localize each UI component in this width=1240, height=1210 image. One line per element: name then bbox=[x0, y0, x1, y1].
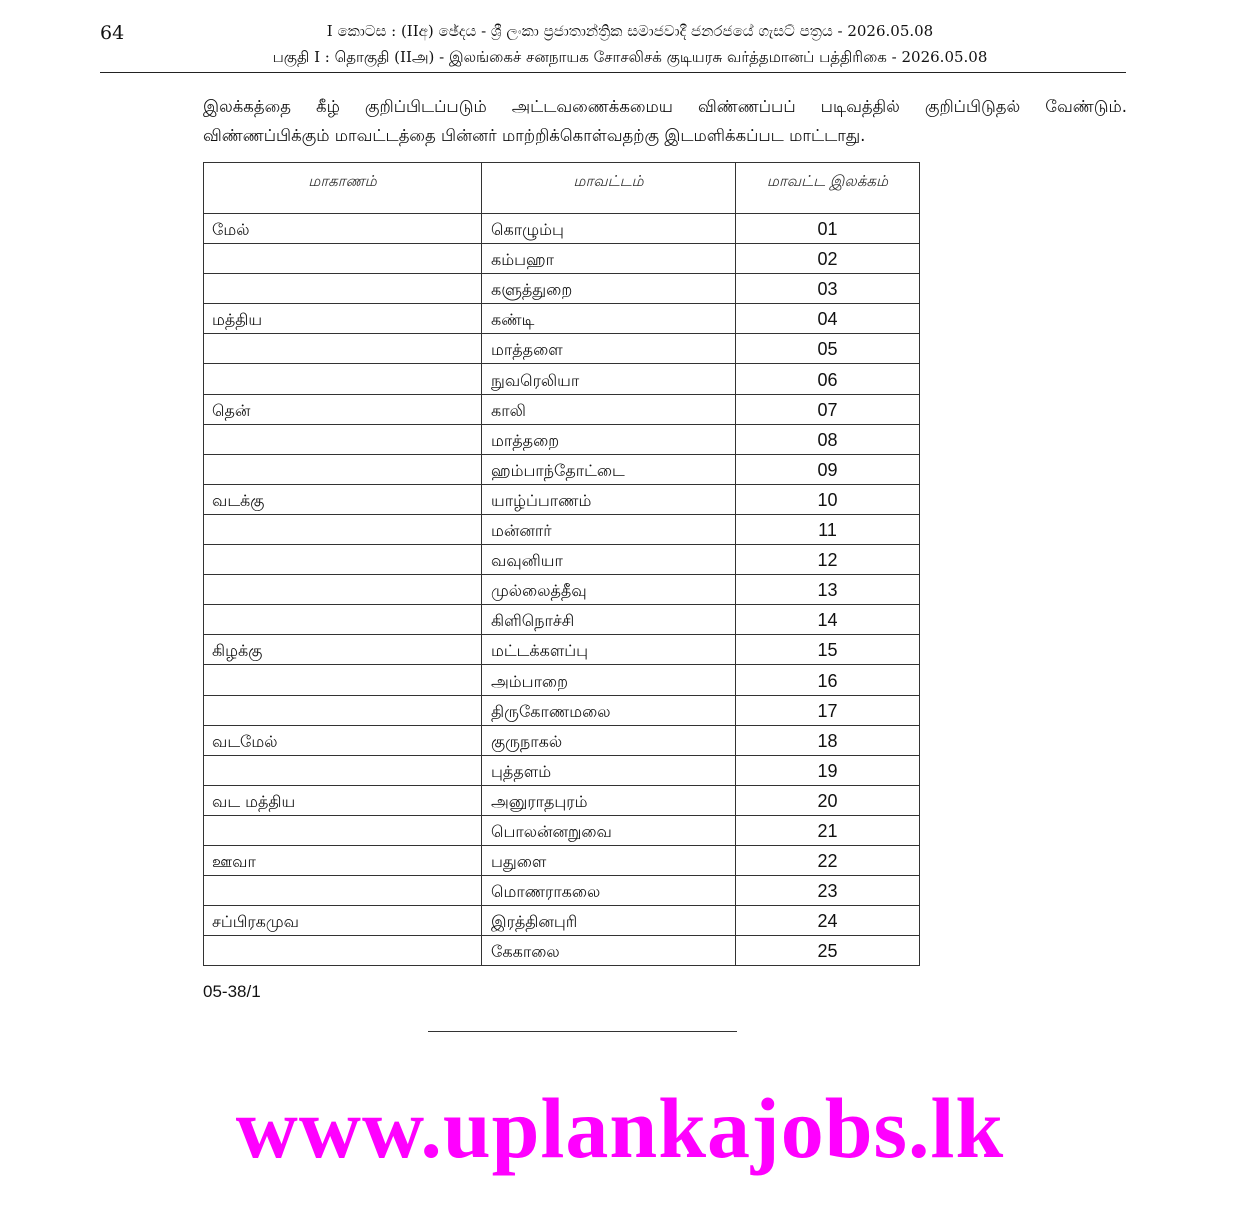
table-row bbox=[204, 725, 920, 755]
table-row bbox=[204, 364, 920, 394]
district-cell: அனுராதபுரம் bbox=[482, 785, 736, 815]
district-number-cell: 07 bbox=[736, 394, 920, 424]
district-cell: அம்பாறை bbox=[482, 665, 736, 695]
table-row bbox=[204, 575, 920, 605]
district-number-cell: 23 bbox=[736, 876, 920, 906]
province-cell: மத்திய bbox=[204, 304, 482, 334]
table-row bbox=[204, 755, 920, 785]
table-row bbox=[204, 545, 920, 575]
table-row bbox=[204, 845, 920, 875]
district-number-cell: 06 bbox=[736, 364, 920, 394]
district-cell: மொணராகலை bbox=[482, 876, 736, 906]
province-cell: வடமேல் bbox=[204, 725, 482, 755]
province-cell bbox=[204, 545, 482, 575]
district-cell: இரத்தினபுரி bbox=[482, 906, 736, 936]
gazette-header-sinhala: I කොටස : (IIඅ) ඡේදය - ශ්‍රී ලංකා ප්‍රජාතාන්ත්‍රික සමාජවාදී ජනරජයේ ගැසට් පත්‍රය - 2026.05.08 bbox=[326, 22, 934, 40]
table-row bbox=[204, 244, 920, 274]
district-cell: குருநாகல் bbox=[482, 725, 736, 755]
province-cell: வட மத்திய bbox=[204, 785, 482, 815]
table-body bbox=[204, 214, 920, 966]
district-cell: வவுனியா bbox=[482, 545, 736, 575]
district-number-cell: 05 bbox=[736, 334, 920, 364]
province-cell bbox=[204, 575, 482, 605]
table-row bbox=[204, 695, 920, 725]
province-cell bbox=[204, 876, 482, 906]
province-cell bbox=[204, 424, 482, 454]
province-cell bbox=[204, 244, 482, 274]
table-row bbox=[204, 214, 920, 244]
district-number-cell: 12 bbox=[736, 545, 920, 575]
header-province: மாகாணம் bbox=[204, 163, 482, 214]
province-cell: மேல் bbox=[204, 214, 482, 244]
district-number-cell: 24 bbox=[736, 906, 920, 936]
province-cell bbox=[204, 334, 482, 364]
district-number-cell: 17 bbox=[736, 695, 920, 725]
district-cell: பதுளை bbox=[482, 845, 736, 875]
district-cell: கிளிநொச்சி bbox=[482, 605, 736, 635]
header-district: மாவட்டம் bbox=[482, 163, 736, 214]
district-cell: காலி bbox=[482, 394, 736, 424]
district-number-cell: 22 bbox=[736, 845, 920, 875]
province-cell: தென் bbox=[204, 394, 482, 424]
district-cell: மன்னார் bbox=[482, 514, 736, 544]
page-number: 64 bbox=[100, 22, 125, 44]
table-row bbox=[204, 454, 920, 484]
intro-paragraph bbox=[203, 92, 1127, 150]
province-cell bbox=[204, 695, 482, 725]
table-row bbox=[204, 605, 920, 635]
table-row bbox=[204, 635, 920, 665]
district-cell: மாத்தறை bbox=[482, 424, 736, 454]
table-row bbox=[204, 815, 920, 845]
table-row bbox=[204, 876, 920, 906]
district-number-cell: 08 bbox=[736, 424, 920, 454]
district-number-cell: 16 bbox=[736, 665, 920, 695]
intro-line-1: இலக்கத்தை கீழ் குறிப்பிடப்படும் அட்டவணைக்கமைய விண்ணப்பப் படிவத்தில் குறிப்பிடுதல் வேண்டும். bbox=[203, 97, 1127, 116]
table-row bbox=[204, 514, 920, 544]
district-number-cell: 20 bbox=[736, 785, 920, 815]
header-divider bbox=[100, 72, 1126, 73]
province-cell: சப்பிரகமுவ bbox=[204, 906, 482, 936]
district-cell: திருகோணமலை bbox=[482, 695, 736, 725]
district-number-cell: 21 bbox=[736, 815, 920, 845]
table-row bbox=[204, 304, 920, 334]
header-district-number: மாவட்ட இலக்கம் bbox=[736, 163, 920, 214]
table-row bbox=[204, 785, 920, 815]
watermark-url: www.uplankajobs.lk bbox=[235, 1080, 1005, 1176]
district-cell: கம்பஹா bbox=[482, 244, 736, 274]
district-number-cell: 15 bbox=[736, 635, 920, 665]
district-cell: கண்டி bbox=[482, 304, 736, 334]
district-cell: புத்தளம் bbox=[482, 755, 736, 785]
table-row bbox=[204, 484, 920, 514]
district-number-cell: 19 bbox=[736, 755, 920, 785]
district-number-cell: 14 bbox=[736, 605, 920, 635]
district-cell: களுத்துறை bbox=[482, 274, 736, 304]
district-cell: கொழும்பு bbox=[482, 214, 736, 244]
district-number-cell: 11 bbox=[736, 514, 920, 544]
district-number-cell: 18 bbox=[736, 725, 920, 755]
table-row bbox=[204, 906, 920, 936]
district-number-cell: 02 bbox=[736, 244, 920, 274]
district-cell: கேகாலை bbox=[482, 936, 736, 966]
table-header-row bbox=[204, 163, 920, 214]
district-cell: யாழ்ப்பாணம் bbox=[482, 484, 736, 514]
district-cell: மாத்தளை bbox=[482, 334, 736, 364]
district-cell: ஹம்பாந்தோட்டை bbox=[482, 454, 736, 484]
district-number-cell: 25 bbox=[736, 936, 920, 966]
province-cell bbox=[204, 605, 482, 635]
table-row bbox=[204, 424, 920, 454]
end-divider bbox=[428, 1031, 737, 1032]
province-cell: வடக்கு bbox=[204, 484, 482, 514]
district-cell: பொலன்னறுவை bbox=[482, 815, 736, 845]
province-cell bbox=[204, 514, 482, 544]
district-cell: மட்டக்களப்பு bbox=[482, 635, 736, 665]
intro-line-2: விண்ணப்பிக்கும் மாவட்டத்தை பின்னர் மாற்றிக்கொள்வதற்கு இடமளிக்கப்பட மாட்டாது. bbox=[203, 126, 866, 145]
reference-code: 05-38/1 bbox=[203, 982, 261, 1001]
district-number-cell: 13 bbox=[736, 575, 920, 605]
province-cell bbox=[204, 364, 482, 394]
table-row bbox=[204, 665, 920, 695]
district-number-cell: 09 bbox=[736, 454, 920, 484]
district-table bbox=[203, 162, 920, 966]
table-row bbox=[204, 394, 920, 424]
province-cell bbox=[204, 454, 482, 484]
table-row bbox=[204, 334, 920, 364]
district-cell: முல்லைத்தீவு bbox=[482, 575, 736, 605]
table-row bbox=[204, 274, 920, 304]
province-cell bbox=[204, 936, 482, 966]
province-cell: கிழக்கு bbox=[204, 635, 482, 665]
province-cell: ஊவா bbox=[204, 845, 482, 875]
province-cell bbox=[204, 755, 482, 785]
district-number-cell: 10 bbox=[736, 484, 920, 514]
district-number-cell: 01 bbox=[736, 214, 920, 244]
province-cell bbox=[204, 815, 482, 845]
province-cell bbox=[204, 274, 482, 304]
table-row bbox=[204, 936, 920, 966]
district-number-cell: 03 bbox=[736, 274, 920, 304]
gazette-header-tamil: பகுதி I : தொகுதி (IIஅ) - இலங்கைச் சனநாயக சோசலிசக் குடியரசு வர்த்தமானப் பத்திரிகை - 2026.05.08 bbox=[272, 48, 988, 66]
district-number-cell: 04 bbox=[736, 304, 920, 334]
district-cell: நுவரெலியா bbox=[482, 364, 736, 394]
province-cell bbox=[204, 665, 482, 695]
